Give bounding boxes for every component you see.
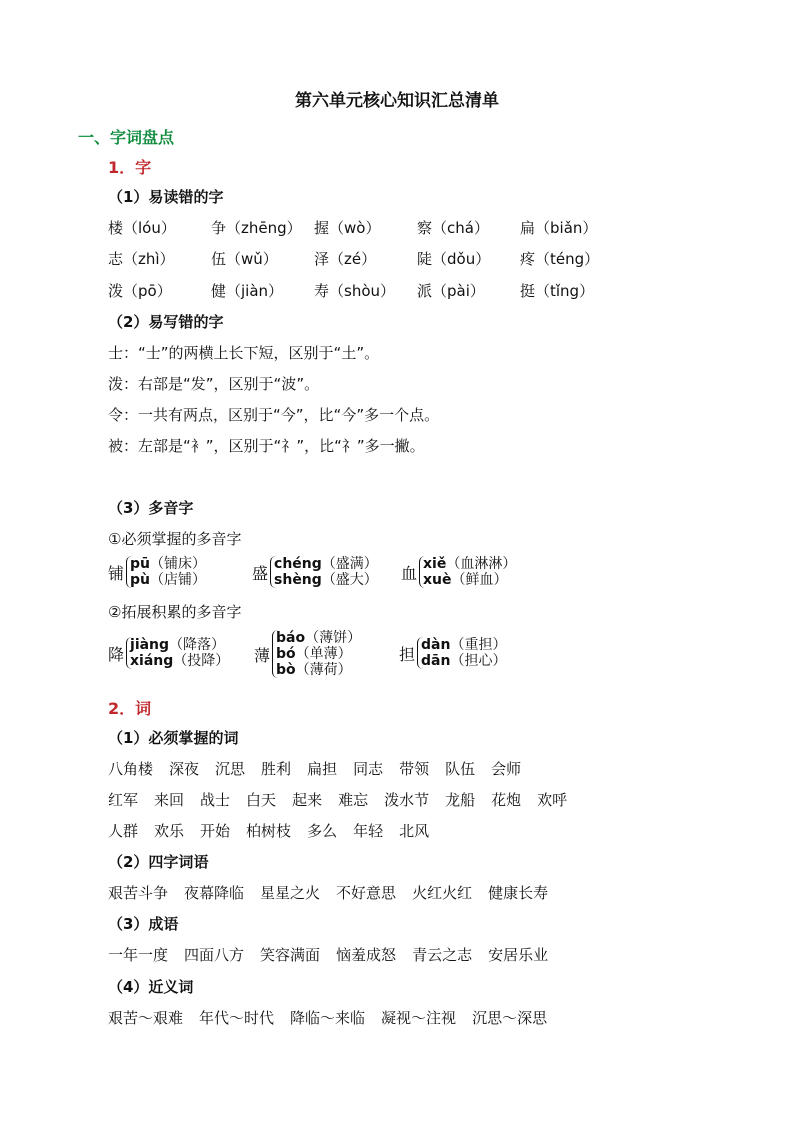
example-word: （血淋淋） bbox=[446, 556, 517, 572]
reading-brace bbox=[419, 556, 516, 588]
pinyin: pū bbox=[130, 556, 151, 572]
must-words-row-2 bbox=[108, 789, 583, 810]
reading-brace bbox=[126, 556, 206, 588]
pinyin: shèng bbox=[274, 572, 322, 588]
word-item: 年代～时代 bbox=[199, 1009, 275, 1027]
word-item: 沉思 bbox=[215, 760, 246, 778]
word-item: 欢乐 bbox=[154, 822, 185, 840]
example-word: （铺床） bbox=[150, 556, 207, 572]
word-item: 同志 bbox=[353, 760, 384, 778]
subheading-words: 2．词 bbox=[108, 699, 152, 718]
heading-synonyms: （4）近义词 bbox=[108, 978, 194, 996]
word-item: 健康长寿 bbox=[488, 884, 549, 902]
polyphone-char: 铺 bbox=[108, 563, 125, 583]
polyphone-group bbox=[108, 556, 206, 588]
word-item: 开始 bbox=[200, 822, 231, 840]
char-item: 挺（tǐng） bbox=[520, 282, 595, 300]
pinyin: bò bbox=[276, 662, 296, 678]
polyphone-group bbox=[252, 556, 378, 588]
word-item: 欢呼 bbox=[537, 791, 568, 809]
word-item: 扁担 bbox=[307, 760, 338, 778]
example-word: （薄荷） bbox=[295, 662, 352, 678]
example-word: （担心） bbox=[450, 653, 507, 669]
pinyin: xiě bbox=[423, 556, 447, 572]
polyphone-group bbox=[399, 637, 506, 669]
word-item: 不好意思 bbox=[336, 884, 397, 902]
heading-easy-read: （1）易读错的字 bbox=[108, 188, 224, 206]
pinyin: báo bbox=[276, 630, 306, 646]
word-item: 多么 bbox=[307, 822, 338, 840]
word-item: 沉思～深思 bbox=[472, 1009, 548, 1027]
word-item: 恼羞成怒 bbox=[336, 946, 397, 964]
pinyin: xuè bbox=[423, 572, 452, 588]
word-item: 北风 bbox=[399, 822, 430, 840]
reading-brace bbox=[417, 637, 506, 669]
polyphone-group bbox=[254, 630, 361, 678]
easy-read-row-2 bbox=[108, 248, 623, 269]
char-item: 察（chá） bbox=[417, 219, 489, 237]
easy-write-line: 泼：右部是“发”，区别于“波”。 bbox=[108, 375, 320, 393]
word-item: 来回 bbox=[154, 791, 185, 809]
pinyin: chéng bbox=[274, 556, 322, 572]
extended-polyphones-label: ②拓展积累的多音字 bbox=[108, 603, 242, 621]
example-word: （单薄） bbox=[295, 646, 352, 662]
word-item: 艰苦～艰难 bbox=[108, 1009, 184, 1027]
word-item: 柏树枝 bbox=[246, 822, 292, 840]
char-item: 扁（biǎn） bbox=[520, 219, 598, 237]
word-item: 凝视～注视 bbox=[381, 1009, 457, 1027]
word-item: 星星之火 bbox=[260, 884, 321, 902]
word-item: 年轻 bbox=[353, 822, 384, 840]
reading-brace bbox=[126, 637, 229, 669]
word-item: 会师 bbox=[491, 760, 522, 778]
word-item: 火红火红 bbox=[412, 884, 473, 902]
example-word: （降落） bbox=[169, 637, 226, 653]
pinyin: dān bbox=[421, 653, 451, 669]
char-item: 派（pài） bbox=[417, 282, 485, 300]
polyphone-group bbox=[108, 637, 229, 669]
easy-write-line: 被：左部是“衤”，区别于“礻”，比“礻”多一撇。 bbox=[108, 437, 425, 455]
word-item: 人群 bbox=[108, 822, 139, 840]
example-word: （盛大） bbox=[321, 572, 378, 588]
word-item: 降临～来临 bbox=[290, 1009, 366, 1027]
polyphone-char: 降 bbox=[108, 644, 125, 664]
word-item: 安居乐业 bbox=[488, 946, 549, 964]
word-item: 泼水节 bbox=[384, 791, 430, 809]
polyphone-char: 担 bbox=[399, 644, 416, 664]
word-item: 队伍 bbox=[445, 760, 476, 778]
char-item: 泼（pō） bbox=[108, 282, 172, 300]
word-item: 带领 bbox=[399, 760, 430, 778]
must-words-row-1 bbox=[108, 758, 537, 779]
pinyin: xiáng bbox=[130, 653, 174, 669]
word-item: 艰苦斗争 bbox=[108, 884, 169, 902]
example-word: （薄饼） bbox=[305, 630, 362, 646]
char-item: 寿（shòu） bbox=[314, 282, 396, 300]
char-item: 志（zhì） bbox=[108, 250, 175, 268]
easy-read-row-1 bbox=[108, 217, 623, 238]
char-item: 楼（lóu） bbox=[108, 219, 176, 237]
word-item: 起来 bbox=[292, 791, 323, 809]
four-char-row bbox=[108, 882, 564, 903]
reading-brace bbox=[272, 630, 361, 678]
word-item: 青云之志 bbox=[412, 946, 473, 964]
easy-write-line: 令：一共有两点，区别于“今”，比“今”多一个点。 bbox=[108, 406, 440, 424]
example-word: （重担） bbox=[450, 637, 507, 653]
easy-read-row-3 bbox=[108, 280, 623, 301]
char-item: 疼（téng） bbox=[520, 250, 600, 268]
word-item: 龙船 bbox=[445, 791, 476, 809]
word-item: 白天 bbox=[246, 791, 277, 809]
heading-polyphones: （3）多音字 bbox=[108, 499, 194, 517]
word-item: 四面八方 bbox=[184, 946, 245, 964]
word-item: 难忘 bbox=[338, 791, 369, 809]
heading-idioms: （3）成语 bbox=[108, 915, 179, 933]
easy-write-line: 士：“士”的两横上长下短，区别于“土”。 bbox=[108, 344, 380, 362]
word-item: 红军 bbox=[108, 791, 139, 809]
word-item: 笑容满面 bbox=[260, 946, 321, 964]
pinyin: bó bbox=[276, 646, 296, 662]
polyphone-char: 盛 bbox=[252, 563, 269, 583]
pinyin: pù bbox=[130, 572, 151, 588]
subheading-characters: 1．字 bbox=[108, 158, 152, 177]
example-word: （投降） bbox=[173, 653, 230, 669]
char-item: 争（zhēng） bbox=[211, 219, 302, 237]
char-item: 伍（wǔ） bbox=[211, 250, 278, 268]
idioms-row bbox=[108, 944, 564, 965]
pinyin: dàn bbox=[421, 637, 451, 653]
pinyin: jiàng bbox=[130, 637, 170, 653]
synonyms-row bbox=[108, 1007, 563, 1028]
char-item: 健（jiàn） bbox=[211, 282, 284, 300]
word-item: 夜幕降临 bbox=[184, 884, 245, 902]
heading-easy-write: （2）易写错的字 bbox=[108, 313, 224, 331]
polyphone-char: 薄 bbox=[254, 645, 271, 665]
char-item: 泽（zé） bbox=[314, 250, 377, 268]
word-item: 深夜 bbox=[169, 760, 200, 778]
char-item: 握（wò） bbox=[314, 219, 381, 237]
heading-four-char: （2）四字词语 bbox=[108, 853, 209, 871]
example-word: （盛满） bbox=[321, 556, 378, 572]
char-item: 陡（dǒu） bbox=[417, 250, 491, 268]
polyphone-char: 血 bbox=[401, 563, 418, 583]
word-item: 一年一度 bbox=[108, 946, 169, 964]
must-words-row-3 bbox=[108, 820, 445, 841]
example-word: （店铺） bbox=[150, 572, 207, 588]
word-item: 战士 bbox=[200, 791, 231, 809]
word-item: 花炮 bbox=[491, 791, 522, 809]
reading-brace bbox=[270, 556, 378, 588]
polyphone-group bbox=[401, 556, 516, 588]
word-item: 八角楼 bbox=[108, 760, 154, 778]
page-title: 第六单元核心知识汇总清单 bbox=[295, 91, 499, 111]
heading-must-words: （1）必须掌握的词 bbox=[108, 729, 239, 747]
must-polyphones-label: ①必须掌握的多音字 bbox=[108, 530, 242, 548]
example-word: （鲜血） bbox=[451, 572, 508, 588]
section-heading-words: 一、字词盘点 bbox=[78, 128, 175, 147]
word-item: 胜利 bbox=[261, 760, 292, 778]
